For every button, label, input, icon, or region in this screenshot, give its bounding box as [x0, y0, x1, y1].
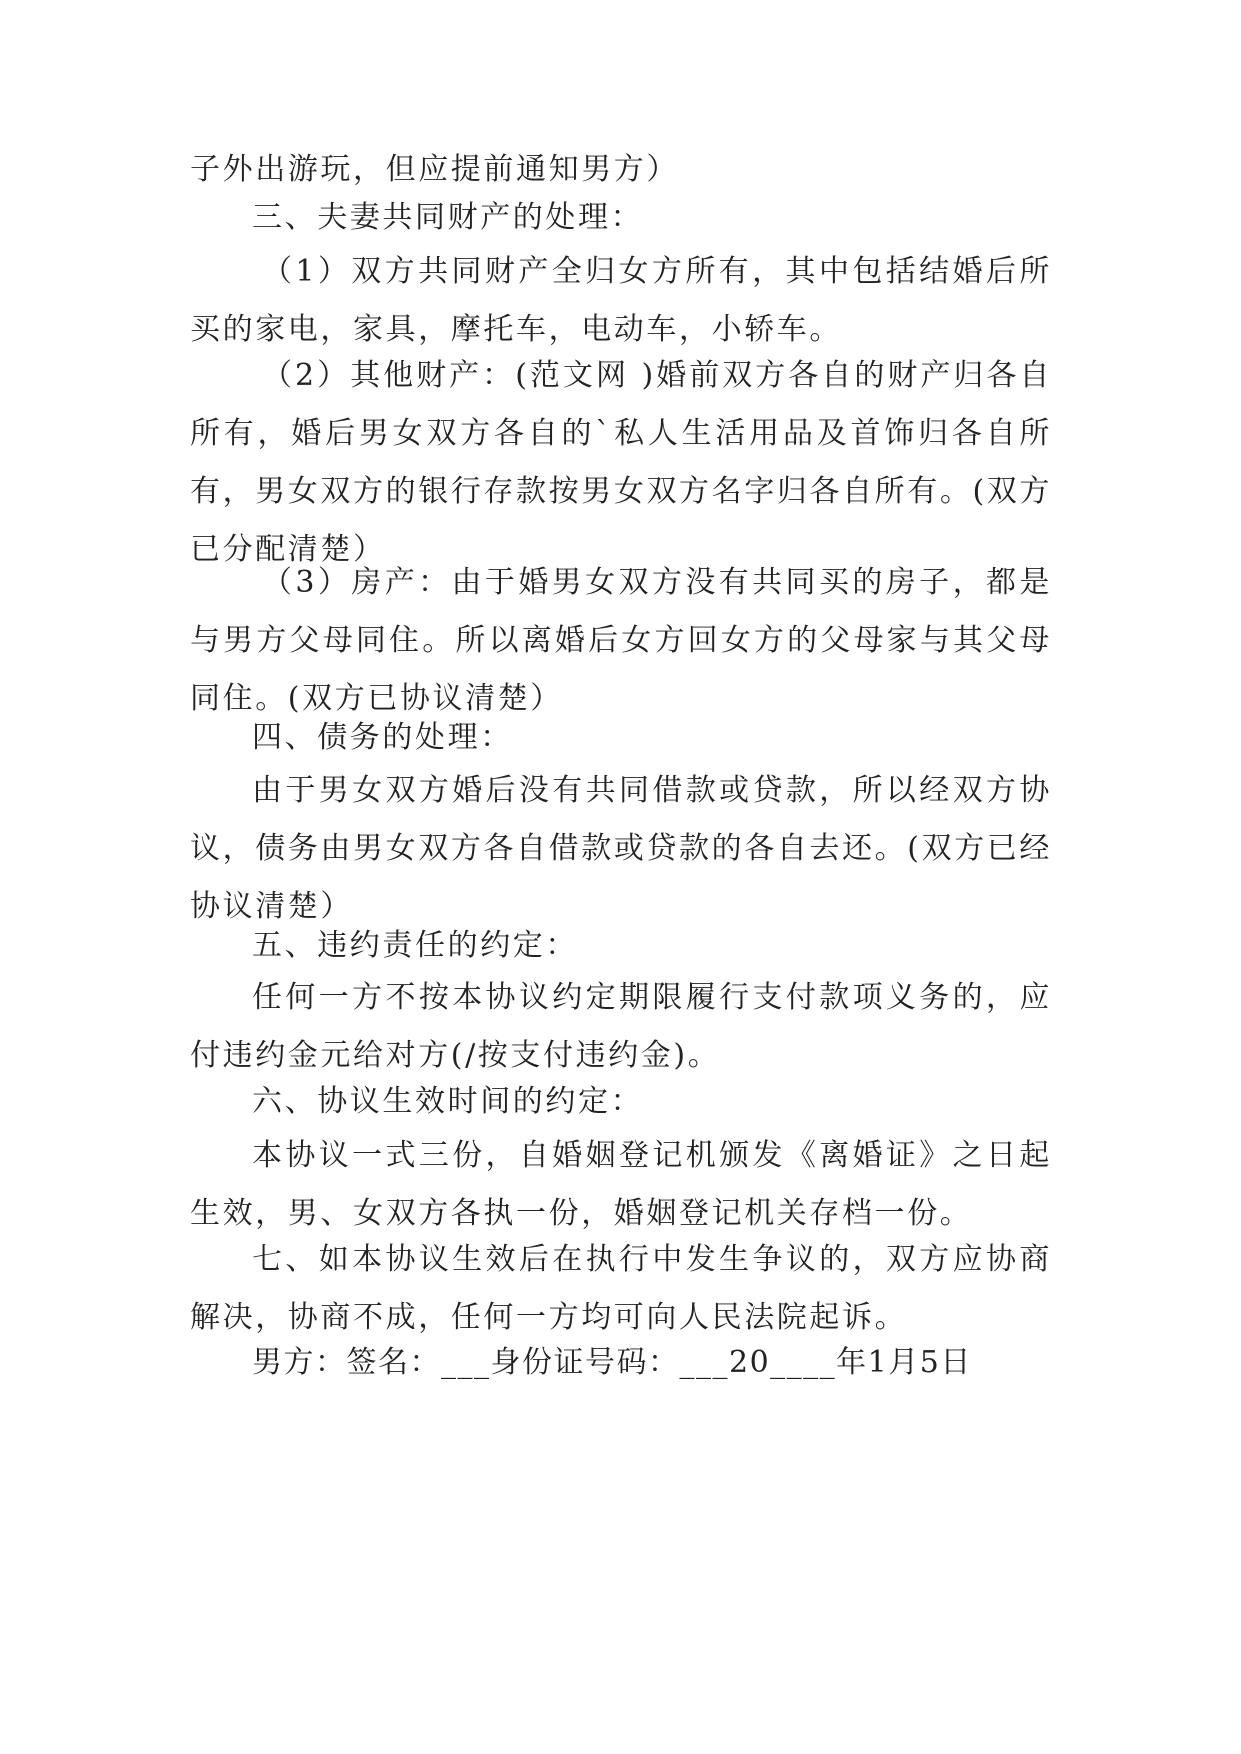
paragraph-property-3: （3）房产：由于婚男女双方没有共同买的房子，都是与男方父母同住。所以离婚后女方回女方的父母家与其父母同住。(双方已协议清楚） [190, 565, 1052, 716]
paragraph-property-1: （1）双方共同财产全归女方所有，其中包括结婚后所买的家电，家具，摩托车，电动车，小轿车。 [190, 254, 1052, 347]
section-heading-5: 五、违约责任的约定： [252, 928, 578, 963]
signature-line: 男方：签名：___身份证号码：___20____年1月5日 [252, 1345, 972, 1380]
paragraph-dispute: 七、如本协议生效后在执行中发生争议的，双方应协商解决，协商不成，任何一方均可向人民法院起诉。 [190, 1242, 1052, 1335]
section-heading-6: 六、协议生效时间的约定： [252, 1084, 644, 1119]
paragraph-breach: 任何一方不按本协议约定期限履行支付款项义务的，应付违约金元给对方(/按支付违约金)。 [190, 980, 1052, 1073]
paragraph-continuation: 子外出游玩，但应提前通知男方） [190, 152, 679, 187]
paragraph-debt: 由于男女双方婚后没有共同借款或贷款，所以经双方协议，债务由男女双方各自借款或贷款的各自去还。(双方已经协议清楚） [190, 773, 1052, 924]
section-heading-3: 三、夫妻共同财产的处理： [252, 200, 644, 235]
paragraph-effective: 本协议一式三份，自婚姻登记机颁发《离婚证》之日起生效，男、女双方各执一份，婚姻登记机关存档一份。 [190, 1138, 1052, 1231]
paragraph-property-2: （2）其他财产：(范文网 )婚前双方各自的财产归各自所有，婚后男女双方各自的`私人生活用品及首饰归各自所有，男女双方的银行存款按男女双方名字归各自所有。(双方已分配清楚） [190, 358, 1052, 567]
section-heading-4: 四、债务的处理： [252, 720, 513, 755]
